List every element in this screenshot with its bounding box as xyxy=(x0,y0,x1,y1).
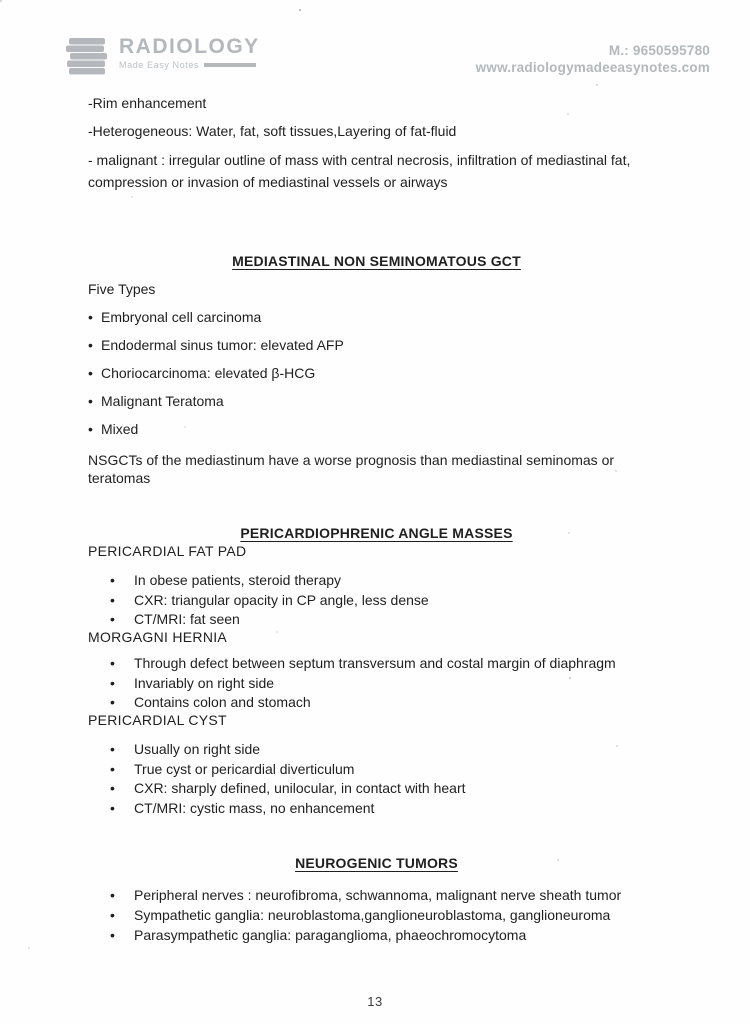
page-number: 13 xyxy=(367,994,383,1009)
intro-line: -Rim enhancement xyxy=(88,95,207,111)
list-item: • Parasympathetic ganglia: paraganglioma, phaeochromocytoma xyxy=(88,926,665,944)
neurogenic-list xyxy=(88,886,665,944)
list-item: • Sympathetic ganglia: neuroblastoma,ganglioneuroblastoma, ganglioneuroma xyxy=(88,906,665,924)
subsection-heading-morgagni: MORGAGNI HERNIA xyxy=(88,629,228,645)
list-item: • Endodermal sinus tumor: elevated AFP xyxy=(88,336,665,354)
list-item: • Contains colon and stomach xyxy=(88,693,665,711)
logo-underline-bar xyxy=(204,63,256,67)
list-item: • In obese patients, steroid therapy xyxy=(88,571,665,589)
pericardial-cyst-list xyxy=(88,740,665,817)
section-lead: Five Types xyxy=(88,281,156,297)
contact-website: www.radiologymadeeasynotes.com xyxy=(475,60,710,75)
list-item: • CXR: triangular opacity in CP angle, less dense xyxy=(88,591,665,609)
section-heading-pericardiophrenic: PERICARDIOPHRENIC ANGLE MASSES xyxy=(240,525,513,541)
morgagni-list xyxy=(88,654,665,711)
intro-line: -Heterogeneous: Water, fat, soft tissues,Layering of fat-fluid xyxy=(88,123,457,139)
nsgct-type-list xyxy=(88,308,665,438)
section-heading-neurogenic: NEUROGENIC TUMORS xyxy=(295,854,458,871)
logo xyxy=(66,36,260,78)
page-content xyxy=(88,93,665,944)
list-item: • Mixed xyxy=(88,420,665,438)
scan-noise xyxy=(0,0,2,2)
logo-subtitle: Made Easy Notes xyxy=(119,60,200,70)
contact-phone: M.: 9650595780 xyxy=(608,43,710,58)
list-item: • CT/MRI: cystic mass, no enhancement xyxy=(88,799,665,817)
list-item: • Through defect between septum transversum and costal margin of diaphragm xyxy=(88,654,665,672)
section-heading-nsgct: MEDIASTINAL NON SEMINOMATOUS GCT xyxy=(232,253,521,269)
list-item: • Invariably on right side xyxy=(88,674,665,692)
subsection-heading-pericardial-cyst: PERICARDIAL CYST xyxy=(88,712,227,728)
list-item: • True cyst or pericardial diverticulum xyxy=(88,760,665,778)
intro-line: - malignant : irregular outline of mass with central necrosis, infiltration of mediastinal fat, compression or invasion of mediastinal vessels or airways xyxy=(88,152,631,190)
list-item: • CXR: sharply defined, unilocular, in contact with heart xyxy=(88,779,665,797)
list-item: • Malignant Teratoma xyxy=(88,392,665,410)
contact-info xyxy=(476,42,710,76)
book-stack-icon xyxy=(66,36,110,78)
subsection-heading-fat-pad: PERICARDIAL FAT PAD xyxy=(88,543,247,559)
list-item: • Peripheral nerves : neurofibroma, schwannoma, malignant nerve sheath tumor xyxy=(88,886,665,904)
list-item: • Choriocarcinoma: elevated β-HCG xyxy=(88,364,665,382)
section-note: NSGCTs of the mediastinum have a worse prognosis than mediastinal seminomas or teratomas xyxy=(88,452,615,486)
fat-pad-list xyxy=(88,571,665,628)
list-item: • CT/MRI: fat seen xyxy=(88,610,665,628)
list-item: • Embryonal cell carcinoma xyxy=(88,308,665,326)
list-item: • Usually on right side xyxy=(88,740,665,758)
logo-title: RADIOLOGY xyxy=(119,35,260,58)
logo-text xyxy=(119,36,260,70)
